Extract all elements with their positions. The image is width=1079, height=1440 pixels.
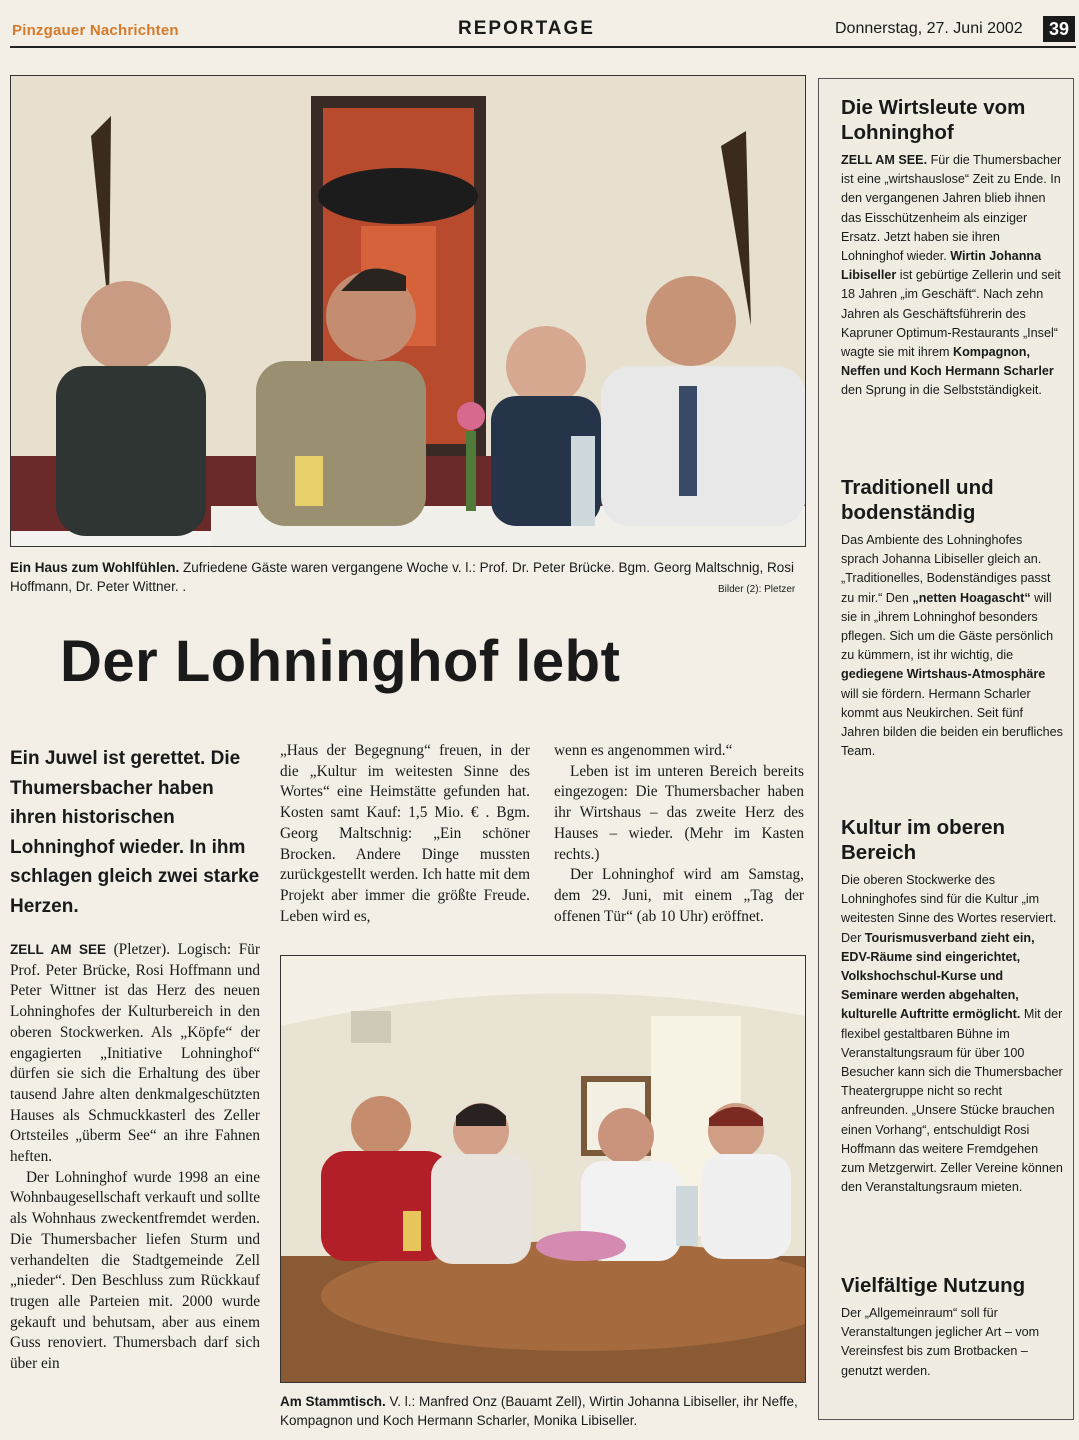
article-headline: Der Lohninghof lebt: [60, 629, 621, 694]
photo-caption-bottom: [280, 1392, 804, 1430]
article-paragraph-4: wenn es angenommen wird.“: [554, 742, 733, 759]
photo-caption-bottom-text: V. l.: Manfred Onz (Bauamt Zell), Wirtin Johanna Libiseller, ihr Neffe, Kompagnon und Koch Hermann Scharler, Monika Libiseller.: [280, 1394, 798, 1428]
sidebar-text-3: Die oberen Stockwerke des Lohninghofes sind für die Kultur „im weitesten Sinne des Wortes reserviert. Der Tourismusverband zieht ein, EDV-Räume sind eingerichtet, Volkshochschul-Kurse und Seminare werden abgehalten, kulturelle Auftritte ermöglicht. Mit der flexibel gestaltbaren Bühne im Veranstaltungsraum für über 100 Besucher kann sich die Thumersbacher Theatergruppe nicht so recht anfreunden. „Unsere Stücke brauchen einen Vorhang“, entschuldigt Rosi Hoffmann das weitere Fremdgehen zum Metzgerwirt. Zeller Vereine können den Veranstaltungsraum mieten.: [841, 873, 1063, 1195]
page-number: 39: [1043, 16, 1075, 42]
photo-caption-top-text: Zufriedene Gäste waren vergangene Woche v. l.: Prof. Dr. Peter Brücke. Bgm. Georg Maltschnig, Rosi Hoffmann, Dr. Peter Wittner. .: [10, 560, 795, 594]
publication-name: Pinzgauer Nachrichten: [12, 22, 179, 39]
article-dateline: ZELL AM SEE: [10, 942, 107, 957]
photo-stammtisch: [280, 955, 806, 1383]
article-paragraph-3: „Haus der Begegnung“ freuen, in der die „Kultur im weitesten Sinne des Wortes“ eine Heimstätte gefunden hat. Kosten samt Kauf: 1,5 Mio. € . Bgm. Georg Maltschnig: „Ein schöner Brocken. Andere Dinge mussten zurückgestellt werden. Ich hatte mit dem Projekt aber immer die größte Freude. Leben wird es,: [280, 742, 530, 925]
sidebar-text-2: Das Ambiente des Lohninghofes sprach Johanna Libiseller gleich an. „Traditionelles, Bodenständiges passt zu mir.“ Den „netten Hoagascht“ will sie in „ihrem Lohninghof besonders pflegen. Sich um die Gäste persönlich zu kümmern, ist ihr wichtig, die gediegene Wirtshaus-Atmosphäre will sie fördern. Hermann Scharler kommt aus Neukirchen. Seit fünf Jahren bilden die beiden ein berufliches Team.: [841, 533, 1063, 759]
article-column-1: [10, 940, 260, 1375]
photo-credit: Bilder (2): Pletzer: [718, 584, 796, 595]
sidebar-section-nutzung: [841, 1273, 1063, 1381]
sidebar-section-wirtsleute: [841, 95, 1063, 401]
article-paragraph-1: ZELL AM SEE (Pletzer). Logisch: Für Prof. Peter Brücke, Rosi Hoffmann und Peter Wittner ist das Herz des neuen Lohninghofes der Kulturbereich in den oberen Stockwerken. Als „Köpfe“ der engagierten „Initiative Lohninghof“ dürfen sie sich die Erhaltung des über tausend Jahre alten denkmalgeschützten Hauses als Schmuckkasterl des Zeller Ortsteiles „überm See“ an ihre Fahnen heften.: [10, 941, 260, 1166]
article-lead: Ein Juwel ist gerettet. Die Thumersbacher haben ihren historischen Lohninghof wieder. In ihm schlagen gleich zwei starke Herzen.: [10, 748, 260, 917]
photo-caption-top: [10, 558, 804, 596]
photo-caption-top-lead: Ein Haus zum Wohlfühlen.: [10, 560, 180, 575]
article-paragraph-5: Leben ist im unteren Bereich bereits eingezogen: Die Thumersbacher haben ihr Wirtshaus – das zweite Herz des Hauses – wieder. (Mehr im Kasten rechts.): [554, 762, 804, 863]
sidebar-heading-1: Die Wirtsleute vom Lohninghof: [841, 96, 1026, 144]
article-column-2: [280, 741, 530, 927]
photo-guests-illustration: [11, 76, 805, 546]
sidebar-text-1: ZELL AM SEE. Für die Thumersbacher ist eine „wirtshauslose“ Zeit zu Ende. In den vergangenen Jahren blieb ihnen das Eisschützenheim als einziger Ersatz. Jetzt haben sie ihren Lohninghof wieder. Wirtin Johanna Libiseller ist gebürtige Zellerin und seit 18 Jahren „im Geschäft“. Nach zehn Jahren als Geschäftsführerin des Kapruner Optimum-Restaurants „Insel“ wagte sie mit ihrem Kompagnon, Neffen und Koch Hermann Scharler den Sprung in die Selbstständigkeit.: [841, 153, 1062, 398]
sidebar-text-4: Der „Allgemeinraum“ soll für Veranstaltungen jeglicher Art – vom Vereinsfest bis zum Brotbacken – genutzt werden.: [841, 1306, 1040, 1378]
sidebar-heading-4: Vielfältige Nutzung: [841, 1274, 1026, 1297]
sidebar-heading-3: Kultur im oberen Bereich: [841, 816, 1006, 864]
photo-guests: [10, 75, 806, 547]
sidebar-heading-2: Traditionell und bodenständig: [841, 476, 994, 524]
issue-date: Donnerstag, 27. Juni 2002: [835, 20, 1023, 37]
section-title: REPORTAGE: [458, 18, 595, 39]
sidebar-section-kultur: [841, 815, 1063, 1197]
sidebar-section-traditionell: [841, 475, 1063, 761]
header-rule: [10, 46, 1076, 48]
article-column-3: [554, 741, 804, 927]
article-paragraph-2: Der Lohninghof wurde 1998 an eine Wohnbaugesellschaft verkauft und sollte als Wohnhaus zweckentfremdet werden. Die Thumersbacher liefen Sturm und verhandelten die Stadtgemeinde Zell „nieder“. Den Beschluss zum Rückkauf trugen alle Parteien mit. 2000 wurde gekauft und behutsam, aber aus einem Guss renoviert. Thumersbach darf sich über ein: [10, 1168, 260, 1373]
article-paragraph-6: Der Lohninghof wird am Samstag, dem 29. Juni, mit einem „Tag der offenen Tür“ (ab 10 Uhr) eröffnet.: [554, 866, 804, 925]
sidebar-box: [818, 78, 1074, 1420]
photo-stammtisch-illustration: [281, 956, 805, 1382]
photo-caption-bottom-lead: Am Stammtisch.: [280, 1394, 386, 1409]
